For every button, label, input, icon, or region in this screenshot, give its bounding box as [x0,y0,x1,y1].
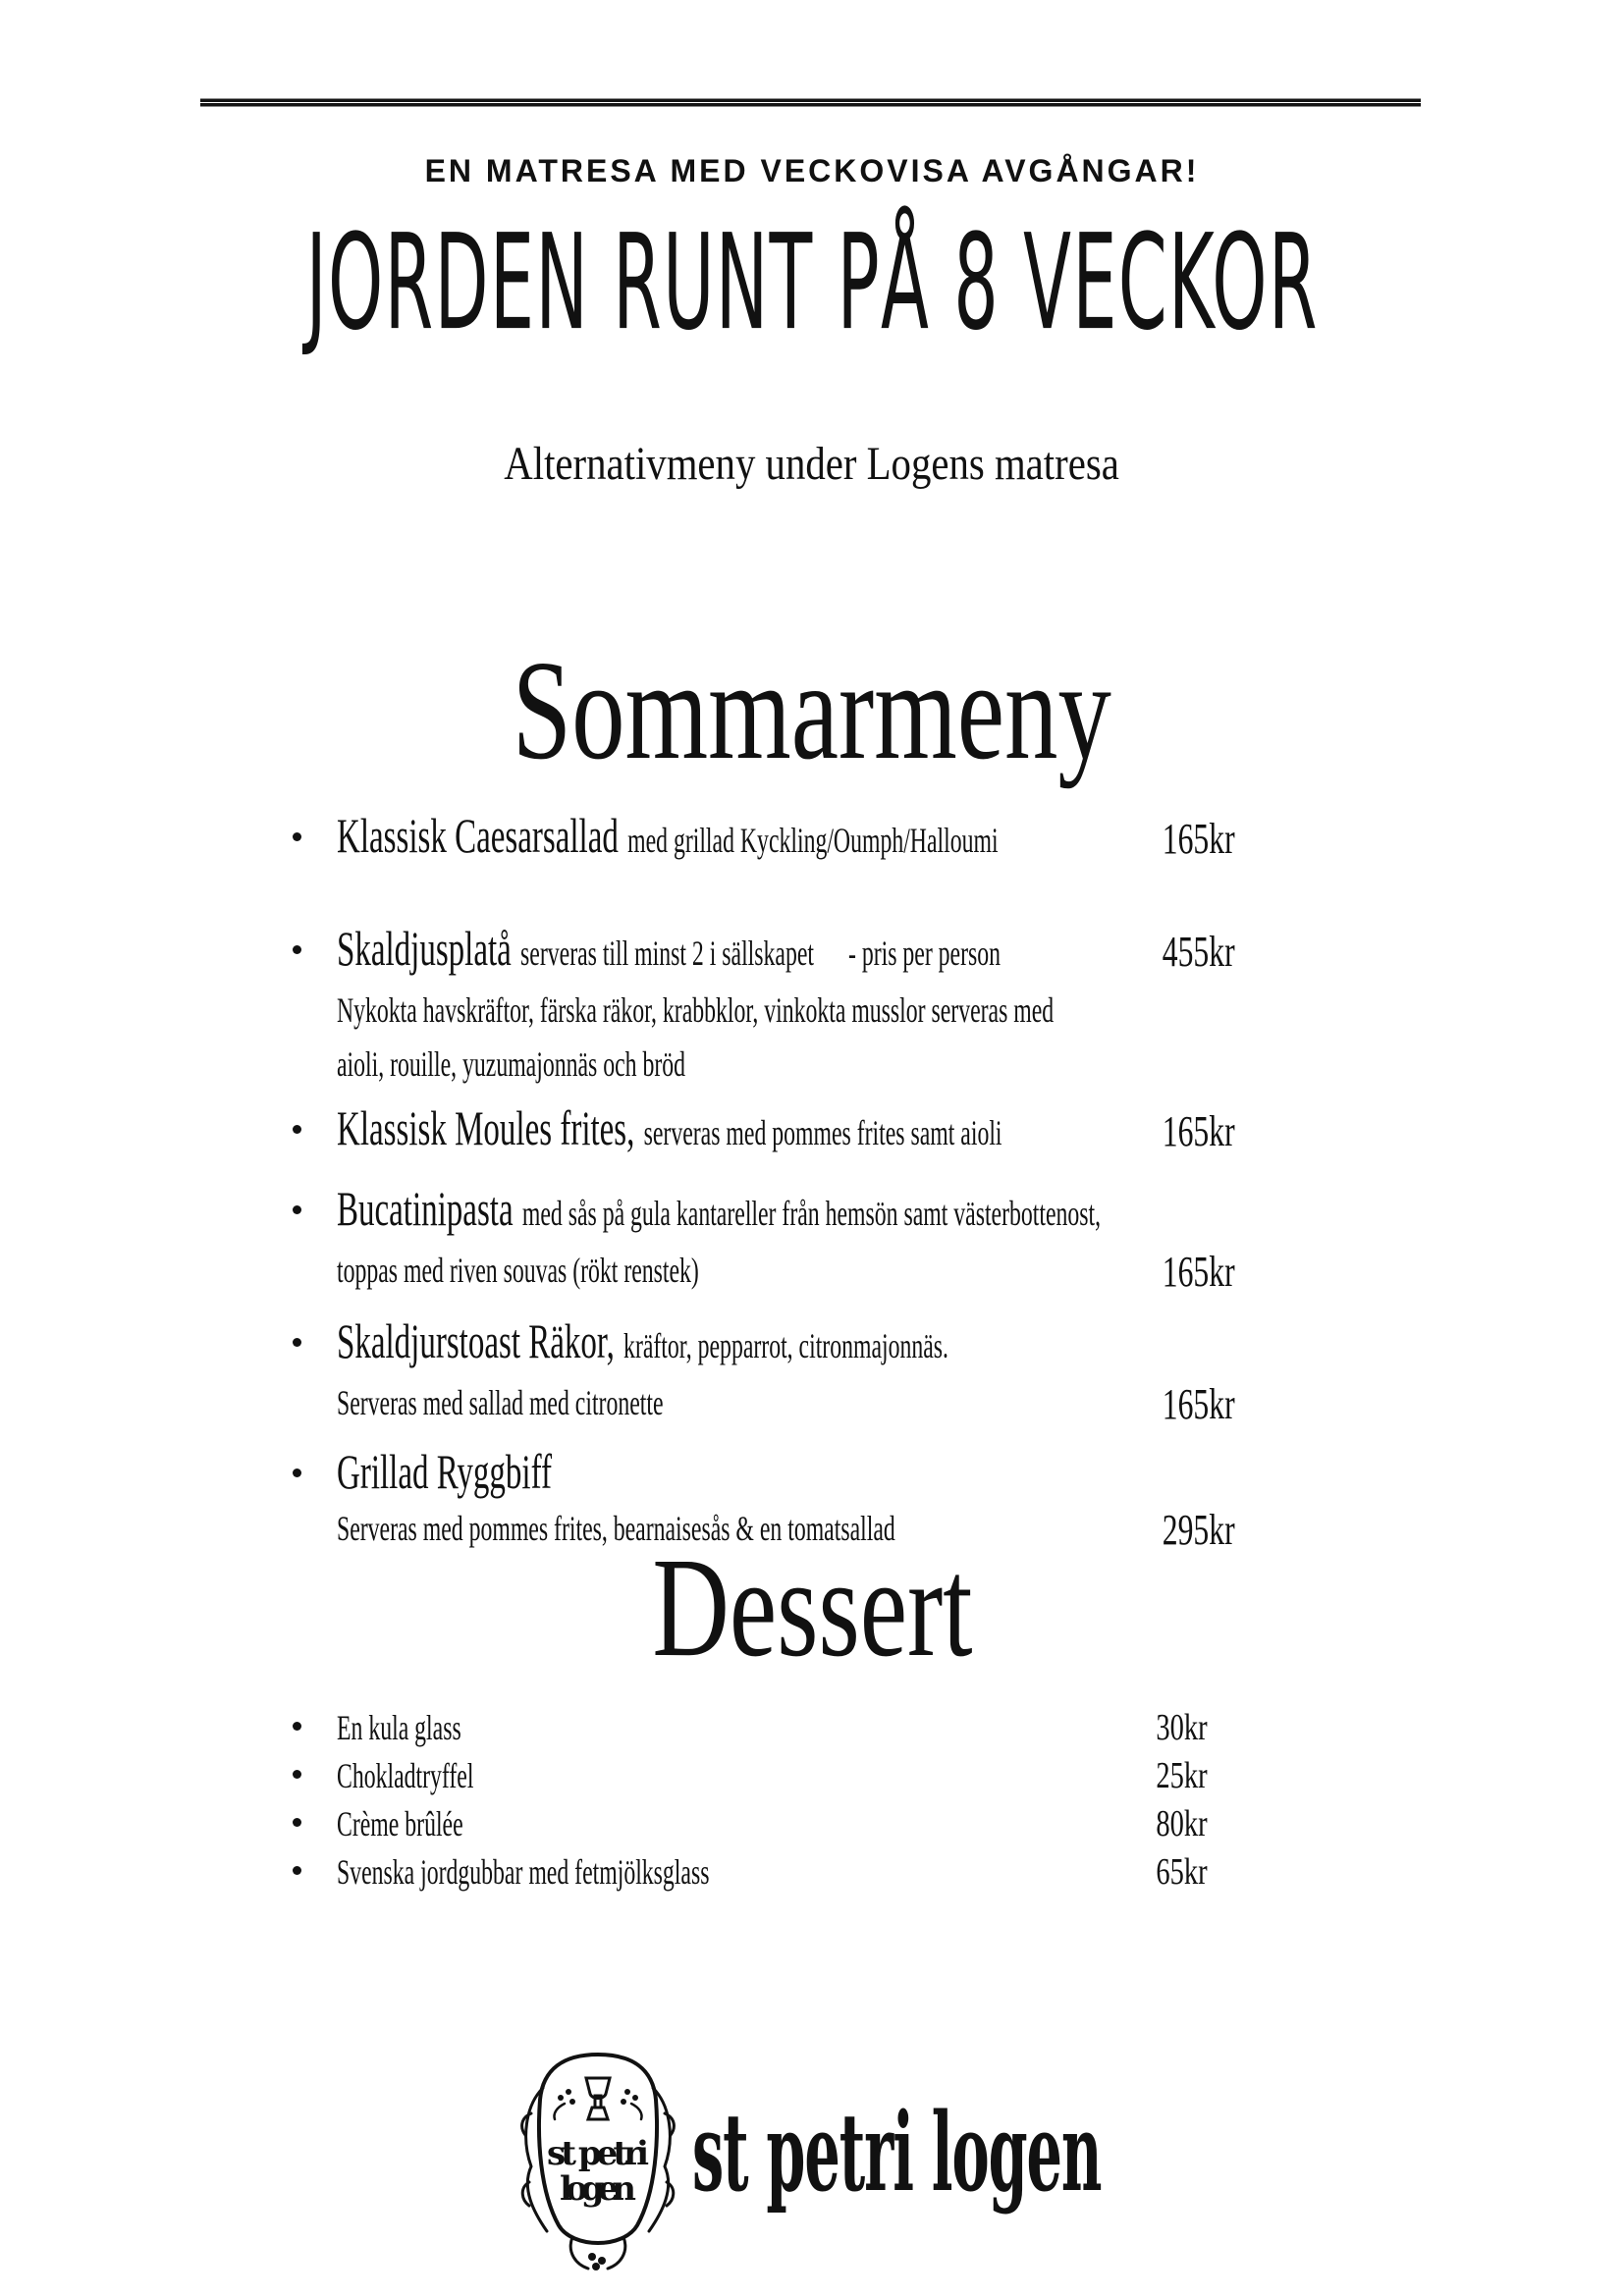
item-name: Bucatinipasta [337,1181,514,1236]
section-heading-dessert: Dessert [651,1529,973,1686]
logo-wordmark: st petri logen [692,2089,1102,2216]
dessert-name: Svenska jordgubbar med fetmjölksglass [337,1852,710,1892]
item-price: 455kr [1163,928,1235,976]
crest-text-line2: logen [560,2169,636,2209]
tagline: EN MATRESA MED VECKOVISA AVGÅNGAR! [424,153,1200,188]
item-desc: med grillad Kyckling/Oumph/Halloumi [627,821,999,860]
crest-logo [514,2045,682,2278]
dessert-price: 30kr [1156,1707,1208,1748]
item-detail: Serveras med pommes frites, bearnaisesås & en tomatsallad [337,1509,895,1548]
item-detail: Serveras med sallad med citronette [337,1383,664,1422]
bullet-icon [293,1205,301,1214]
bullet-icon [293,945,301,954]
item-price: 165kr [1163,1248,1235,1296]
menu-list [337,0,1235,2296]
item-price: 295kr [1163,1506,1235,1554]
bullet-icon [293,1338,301,1347]
dessert-item-row [337,1706,1235,1749]
section-heading-sommarmeny: Sommarmeny [512,632,1112,789]
dessert-item-row [337,1850,1235,1894]
bullet-icon [293,1770,301,1779]
item-price: 165kr [1163,1107,1235,1155]
item-price: 165kr [1163,1380,1235,1428]
item-desc: med sås på gula kantareller från hemsön samt västerbottenost, [521,1194,1102,1233]
dessert-item-row [337,1754,1235,1797]
menu-item-row [337,1310,1235,1430]
item-name: Skaldjusplatå [337,921,512,976]
bullet-icon [293,1818,301,1827]
dessert-price: 65kr [1156,1851,1208,1893]
crest-text-line1: st petri [547,2134,649,2173]
dessert-name: En kula glass [337,1708,461,1747]
item-detail: toppas med riven souvas (rökt renstek) [337,1251,699,1290]
menu-item-row [337,1178,1235,1298]
item-detail: aioli, rouille, yuzumajonnäs och bröd [337,1044,685,1084]
dessert-name: Crème brûlée [337,1804,463,1843]
item-desc: serveras till minst 2 i sällskapet [520,934,814,973]
item-name: Skaldjurstoast Räkor, [337,1313,615,1368]
item-name: Klassisk Moules frites, [337,1100,635,1155]
item-note: - pris per person [847,934,1001,973]
bullet-icon [293,1125,301,1134]
chalice-icon [586,2078,610,2119]
item-desc: kräftor, pepparrot, citronmajonnäs. [623,1326,948,1365]
bullet-icon [293,1468,301,1477]
dessert-item-row [337,1802,1235,1845]
item-name: Klassisk Caesarsallad [337,808,619,863]
main-title: JORDEN RUNT PÅ 8 VECKOR [305,205,1319,359]
subtitle: Alternativmeny under Logens matresa [504,438,1120,490]
menu-item-row [337,1097,1235,1163]
bullet-icon [293,1866,301,1875]
dessert-name: Chokladtryffel [337,1756,474,1795]
item-name: Grillad Ryggbiff [337,1444,552,1499]
menu-item-row [337,918,1235,1092]
item-desc: serveras med pommes frites samt aioli [643,1113,1002,1152]
dessert-price: 25kr [1156,1755,1208,1796]
menu-item-row [337,805,1235,871]
bullet-icon [293,1722,301,1731]
item-price: 165kr [1163,815,1235,863]
dessert-price: 80kr [1156,1803,1208,1844]
item-detail: Nykokta havskräftor, färska räkor, krabbklor, vinkokta musslor serveras med [337,990,1055,1030]
bullet-icon [293,832,301,841]
